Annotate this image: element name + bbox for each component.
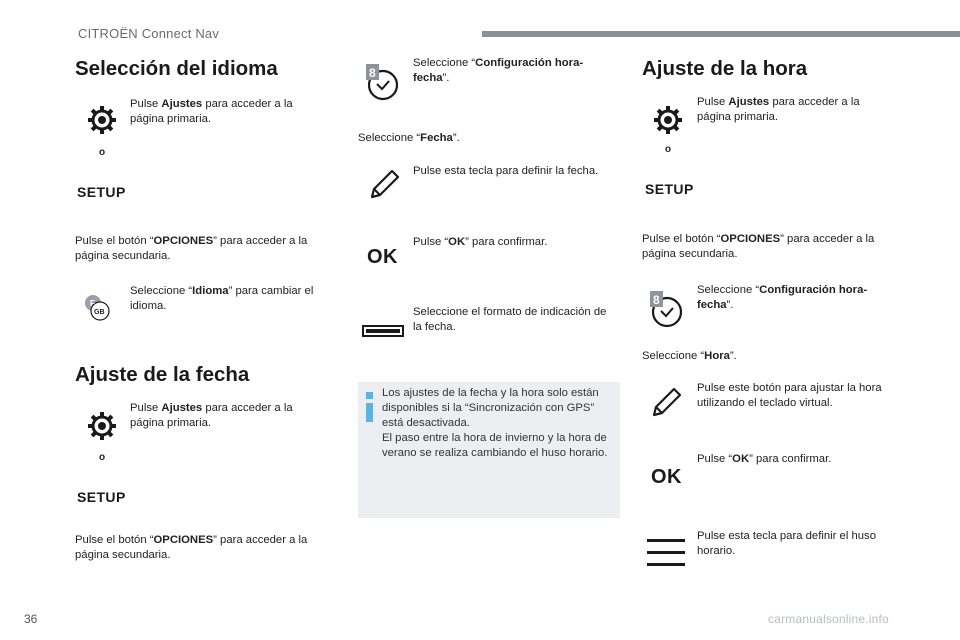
info-note-timezone: El paso entre la hora de invierno y la hora de verano se realiza cambiando el huso horario. [382,432,608,459]
para-ok-confirm: Pulse “OK” para confirmar. [413,236,548,248]
gear-icon [86,410,118,442]
para-settings-primary-time: Pulse Ajustes para acceder a la página primaria. [697,96,860,123]
para-date-format: Seleccione el formato de indicación de la fecha. [413,306,607,333]
manual-title: CITROËN Connect Nav [78,26,220,41]
format-bar-icon [362,325,404,337]
setup-button-label: SETUP [77,184,126,200]
watermark: carmanualsonline.info [768,612,889,626]
para-options-secondary-date: Pulse el botón “OPCIONES” para acceder a la página secundaria. [75,534,308,561]
para-select-date-time-config-2: Seleccione “Configuración hora-fecha”. [697,284,868,311]
flag-language-icon [82,292,112,322]
para-ok-confirm-time: Pulse “OK” para confirmar. [697,453,832,465]
para-select-date-time-config: Seleccione “Configuración hora-fecha”. [413,57,584,84]
info-note-gps: Los ajustes de la fecha y la hora solo están disponibles si la “Sincronización con GPS” está desactivada. [382,387,599,429]
or-label: o [99,452,106,463]
gear-icon [86,104,118,136]
para-define-date: Pulse esta tecla para definir la fecha. [413,165,599,177]
para-settings-primary: Pulse Ajustes para acceder a la página primaria. [130,98,293,125]
svg-text:GB: GB [94,309,105,316]
setup-button-label: SETUP [645,181,694,197]
ok-button-label: OK [367,246,398,268]
or-label: o [99,147,106,158]
section-title-language: Selección del idioma [75,57,278,80]
pencil-icon [648,385,684,421]
para-options-secondary-time: Pulse el botón “OPCIONES” para acceder a la página secundaria. [642,233,875,260]
para-options-secondary: Pulse el botón “OPCIONES” para acceder a la página secundaria. [75,235,308,262]
para-select-language: Seleccione “Idioma” para cambiar el idioma. [130,285,314,312]
info-note [382,386,618,461]
clock-icon [650,289,684,329]
para-select-fecha: Seleccione “Fecha”. [358,132,460,144]
header-bar [482,31,960,37]
para-virtual-keyboard: Pulse este botón para ajustar la hora utilizando el teclado virtual. [697,382,882,409]
menu-lines-icon [647,537,685,569]
ok-button-label: OK [651,466,682,488]
para-settings-primary-date: Pulse Ajustes para acceder a la página primaria. [130,402,293,429]
clock-icon [366,62,400,102]
svg-text:8: 8 [653,293,660,307]
section-title-date: Ajuste de la fecha [75,363,250,386]
para-define-timezone: Pulse esta tecla para definir el huso horario. [697,530,876,557]
setup-button-label: SETUP [77,489,126,505]
info-icon [366,392,373,422]
svg-text:F: F [90,299,95,308]
or-label: o [665,144,672,155]
para-select-hora: Seleccione “Hora”. [642,350,737,362]
gear-icon [652,104,684,136]
pencil-icon [366,167,402,203]
page-number: 36 [24,612,38,626]
section-title-time: Ajuste de la hora [642,57,808,80]
svg-text:8: 8 [369,66,376,80]
